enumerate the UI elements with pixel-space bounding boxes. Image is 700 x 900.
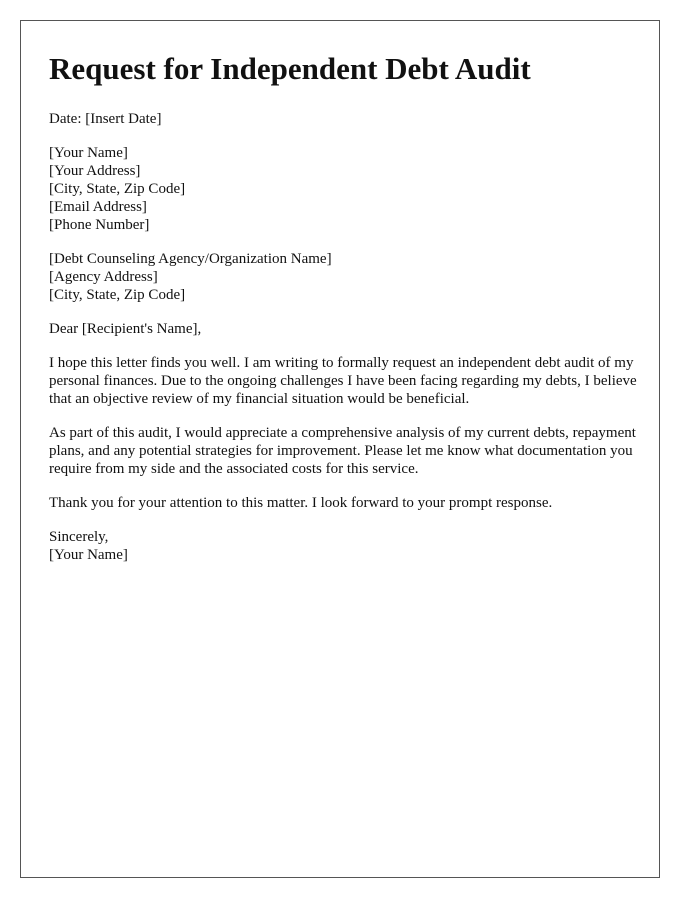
closing-block (49, 528, 639, 564)
letter-page (20, 20, 660, 878)
closing: Sincerely, (49, 529, 109, 545)
recipient-organization: [Debt Counseling Agency/Organization Name] (49, 251, 332, 267)
letter-title: Request for Independent Debt Audit (49, 51, 531, 86)
sender-phone: [Phone Number] (49, 217, 150, 233)
sender-address: [Your Address] (49, 163, 141, 179)
body-paragraph-1: I hope this letter finds you well. I am writing to formally request an independent debt audit of my personal finances. Due to the ongoing challenges I have been facing regarding my debts, I believe that an objective review of my financial situation would be beneficial. (49, 355, 637, 407)
recipient-address-block (49, 250, 639, 304)
signature-name: [Your Name] (49, 547, 128, 563)
sender-address-block (49, 144, 639, 234)
sender-email: [Email Address] (49, 199, 147, 215)
recipient-city-state-zip: [City, State, Zip Code] (49, 287, 186, 303)
body-paragraph-2: As part of this audit, I would appreciate a comprehensive analysis of my current debts, repayment plans, and any potential strategies for improvement. Please let me know what documentation you require from my side and the associated costs for this service. (49, 425, 636, 477)
sender-name: [Your Name] (49, 145, 128, 161)
body-paragraph-3: Thank you for your attention to this matter. I look forward to your prompt response. (49, 495, 553, 511)
date-line: Date: [Insert Date] (49, 111, 162, 127)
letter-content (49, 51, 639, 580)
recipient-address: [Agency Address] (49, 269, 158, 285)
salutation: Dear [Recipient's Name], (49, 321, 202, 337)
sender-city-state-zip: [City, State, Zip Code] (49, 181, 186, 197)
